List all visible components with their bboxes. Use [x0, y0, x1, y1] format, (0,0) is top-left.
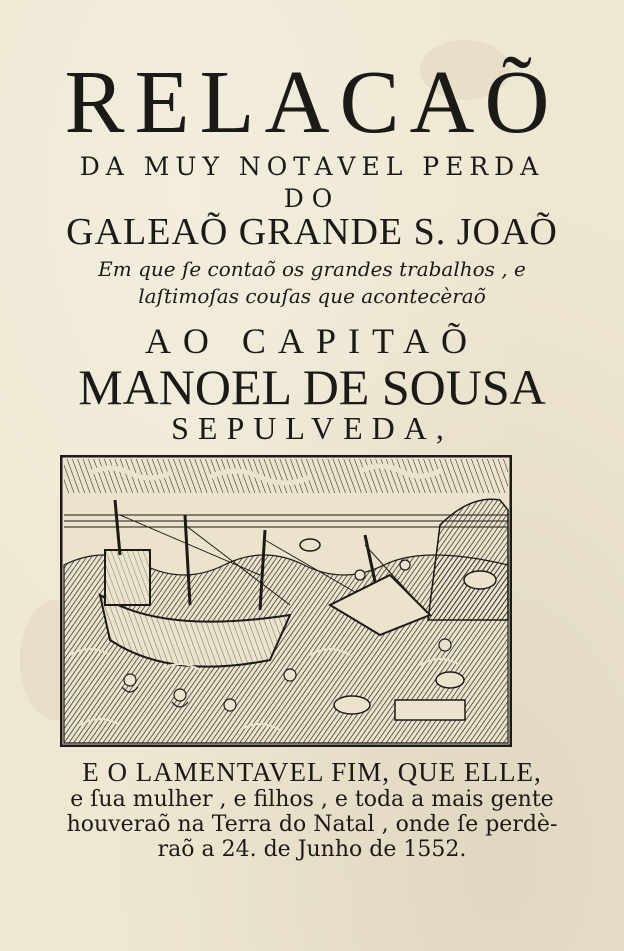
bottom-line-1: E O LAMENTAVEL FIM, QUE ELLE, — [82, 757, 542, 787]
bottom-line-3: houveraõ na Terra do Natal , onde ſe perdè- — [66, 812, 558, 837]
subtitle-line-1: DA MUY NOTAVEL PERDA — [79, 152, 545, 181]
main-title: RELACAÕ — [64, 53, 560, 152]
subtitle-line-2: DO — [283, 184, 341, 213]
captain-name: MANOEL DE SOUSA — [78, 359, 546, 415]
captain-surname: SEPULVEDA, — [171, 410, 453, 446]
bottom-line-4: raõ a 24. de Junho de 1552. — [157, 837, 467, 862]
italic-line-2: laſtimoſas couſas que acontecèraõ — [138, 284, 486, 308]
bottom-line-2: e ſua mulher , e filhos , e toda a mais gente — [70, 787, 554, 812]
ship-name: GALEAÕ GRANDE S. JOAÕ — [66, 211, 558, 253]
captain-heading: AO CAPITAÕ — [144, 321, 480, 361]
italic-line-1: Em que ſe contaõ os grandes trabalhos , e — [98, 257, 526, 281]
shipwreck-woodcut — [60, 455, 512, 747]
